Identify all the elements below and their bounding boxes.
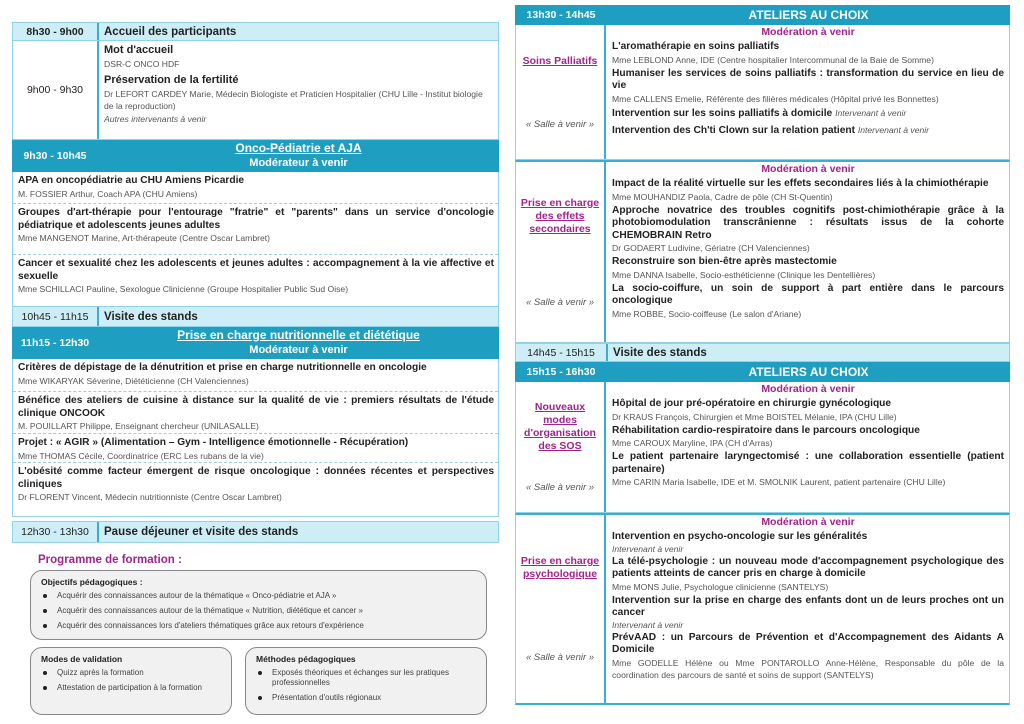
time: 10h45 - 11h15 — [13, 307, 99, 326]
stands-row — [12, 307, 499, 327]
talk-title: Groupes d'art-thérapie pour l'entourage "fratrie" et "parents" dans un service d'oncologie pédiatrique et adolescents jeunes adultes — [18, 207, 494, 231]
talk-title: Préservation de la fertilité — [104, 74, 239, 86]
session-title: Onco-Pédiatrie et AJA — [235, 141, 362, 155]
method-item: Présentation d'outils régionaux — [256, 693, 476, 703]
time: 13h30 - 14h45 — [526, 9, 596, 21]
time: 8h30 - 9h00 — [13, 23, 99, 40]
room: « Salle à venir » — [525, 482, 595, 494]
note: Intervenant à venir — [612, 619, 684, 630]
talk-title: PrévAAD : un Parcours de Prévention et d'Accompagnement des Aidants A Domicile — [612, 631, 1004, 655]
talk-title: Reconstruire son bien-être après mastectomie — [612, 256, 837, 267]
objective-item: Acquérir des connaissances lors d'ateliers thématiques grâce aux retours d'expérience — [41, 621, 476, 631]
box-title: Modes de validation — [41, 654, 123, 664]
workshop-soins-palliatifs — [515, 25, 1010, 160]
speaker: Mme THOMAS Cécile, Coordinatrice (ERC Les rubans de la vie) — [18, 450, 264, 461]
talk-title: Projet : « AGIR » (Alimentation – Gym - Intelligence émotionnelle - Récupération) — [18, 437, 409, 448]
label: Visite des stands — [613, 346, 707, 359]
talk-title: L'obésité comme facteur émergent de risque oncologique : données récentes et perspectives cliniques — [18, 466, 494, 490]
talk-title: Cancer et sexualité chez les adolescents et jeunes adultes : accompagnement à la vie affective et sexuelle — [18, 258, 494, 282]
morning-program — [12, 22, 499, 543]
block-title: ATELIERS AU CHOIX — [748, 365, 869, 379]
welcome-row — [12, 22, 499, 41]
note: Intervenant à venir — [835, 107, 907, 118]
speaker: Mme WIKARYAK Séverine, Diététicienne (CH Valenciennes) — [18, 375, 249, 386]
afternoon-program — [515, 5, 1010, 705]
lunch-row — [12, 521, 499, 543]
speaker: Mme MOUHANDIZ Paola, Cadre de pôle (CH St-Quentin) — [612, 191, 833, 202]
speaker: Mme CAROUX Maryline, IPA (CH d'Arras) — [612, 438, 773, 448]
label: Accueil des participants — [104, 25, 237, 38]
time: 9h00 - 9h30 — [13, 41, 99, 139]
speaker: M. FOSSIER Arthur, Coach APA (CHU Amiens) — [18, 188, 198, 199]
speaker: DSR-C ONCO HDF — [104, 59, 180, 69]
speaker: Mme MONS Julie, Psychologue clinicienne (SANTELYS) — [612, 581, 829, 592]
speaker: Dr FLORENT Vincent, Médecin nutritionniste (Centre Oscar Lambret) — [18, 492, 282, 502]
workshops-header-1 — [515, 5, 1010, 25]
workshops-header-2 — [515, 362, 1010, 382]
speaker: Dr KRAUS François, Chirurgien et Mme BOISTEL Mélanie, IPA (CHU Lille) — [612, 411, 897, 422]
talk — [13, 359, 498, 392]
speaker: Mme SCHILLACI Pauline, Sexologue Clinicienne (Groupe Hospitalier Public Sud Oise) — [18, 284, 349, 294]
workshop-name: Prise en charge des effets secondaires — [520, 196, 600, 235]
session-talks — [12, 359, 499, 517]
talk-title: Humaniser les services de soins palliatifs : transformation du service en lieu de vie — [612, 67, 1004, 91]
room: « Salle à venir » — [525, 118, 595, 130]
note: Intervenant à venir — [612, 543, 684, 554]
talk-title: Réhabilitation cardio-respiratoire dans le parcours oncologique — [612, 424, 920, 436]
objectives-box — [30, 570, 487, 640]
talk-title: Intervention des Ch'ti Clown sur la relation patient — [612, 125, 855, 136]
validation-item: Attestation de participation à la formation — [41, 683, 221, 693]
speaker: Mme GODELLE Hélène ou Mme PONTAROLLO Anne-Hélène, Responsable du pôle de la coordination des parcours de santé et soins de support (SANTELYS) — [612, 657, 1004, 680]
time: 11h15 - 12h30 — [20, 337, 90, 349]
workshop-name: Nouveaux modes d'organisation des SOS — [524, 400, 596, 452]
talk — [13, 392, 498, 434]
speaker: Mme ROBBE, Socio-coiffeuse (Le salon d'Ariane) — [612, 308, 802, 319]
box-title: Objectifs pédagogiques : — [41, 577, 143, 587]
talk — [13, 463, 498, 515]
speaker: Mme LEBLOND Anne, IDE (Centre hospitalier Intercommunal de la Baie de Somme) — [612, 54, 934, 65]
session-title: Prise en charge nutritionnelle et diététique — [177, 328, 420, 342]
workshop-effets-secondaires — [515, 160, 1010, 343]
time: 9h30 - 10h45 — [23, 150, 87, 162]
talk-title: Hôpital de jour pré-opératoire en chirurgie gynécologique — [612, 398, 892, 409]
speaker: Mme MANGENOT Marine, Art-thérapeute (Centre Oscar Lambret) — [18, 233, 271, 243]
talk-title: Intervention en psycho-oncologie sur les généralités — [612, 531, 868, 542]
talk — [13, 255, 498, 305]
talk-title: Intervention sur les soins palliatifs à domicile — [612, 107, 833, 119]
talk-title: L'aromathérapie en soins palliatifs — [612, 41, 780, 52]
workshop-psychologique — [515, 513, 1010, 705]
label: Pause déjeuner et visite des stands — [104, 526, 299, 538]
talk-title: Bénéfice des ateliers de cuisine à distance sur la qualité de vie : premiers résultats de l'étude clinique ONCOOK — [18, 395, 494, 419]
workshop-name: Soins Palliatifs — [522, 54, 598, 67]
talk-title: Critères de dépistage de la dénutrition et prise en charge nutritionnelle en oncologie — [18, 362, 427, 373]
speaker: Dr GODAERT Ludivine, Gériatre (CH Valenciennes) — [612, 243, 810, 253]
talk — [13, 204, 498, 255]
speaker: Mme CARIN Maria Isabelle, IDE et M. SMOLNIK Laurent, patient partenaire (CHU Lille) — [612, 477, 946, 487]
talk-title: La socio-coiffure, un soin de support à part entière dans le parcours oncologique — [612, 282, 1004, 306]
time: 12h30 - 13h30 — [13, 522, 99, 542]
room: « Salle à venir » — [525, 652, 595, 664]
talk-title: La télé-psychologie : un nouveau mode d'accompagnement psychologique des patients atteints de cancer pris en charge à domicile — [612, 555, 1004, 579]
talk — [13, 172, 498, 204]
talk-title: APA en oncopédiatrie au CHU Amiens Picardie — [18, 175, 245, 186]
talk — [13, 434, 498, 463]
note: Intervenant à venir — [857, 125, 930, 135]
talk-title: Approche novatrice des troubles cognitifs post-chimiothérapie grâce à la photobiomodulation transcrânienne : résultats issus de la cohorte CHEMOBRAIN Retro — [612, 204, 1004, 241]
note: Autres intervenants à venir — [104, 114, 207, 124]
moderation: Modération à venir — [761, 26, 855, 38]
workshop-nouveaux-modes — [515, 382, 1010, 513]
validation-box — [30, 647, 232, 715]
speaker: Dr LEFORT CARDEY Marie, Médecin Biologiste et Praticien Hospitalier (CHU Lille - Institut biologie de la reproduction) — [104, 89, 483, 111]
moderator: Modérateur à venir — [249, 157, 348, 169]
objective-item: Acquérir des connaissances autour de la thématique « Onco-pédiatrie et AJA » — [41, 591, 476, 601]
talk-title: Impact de la réalité virtuelle sur les effets secondaires liés à la chimiothérapie — [612, 178, 989, 189]
opening-row — [12, 41, 499, 140]
method-item: Exposés théoriques et échanges sur les pratiques professionnelles — [256, 668, 476, 688]
training-title: Programme de formation : — [38, 554, 182, 566]
moderation: Modération à venir — [761, 383, 855, 395]
box-title: Méthodes pédagogiques — [256, 654, 356, 664]
workshop-name: Prise en charge psychologique — [520, 554, 600, 580]
session-header-onco — [12, 140, 499, 172]
speaker: Mme DANNA Isabelle, Socio-esthéticienne (Clinique les Dentellières) — [612, 269, 876, 280]
moderator: Modérateur à venir — [249, 344, 348, 356]
moderation: Modération à venir — [761, 163, 855, 175]
session-talks — [12, 172, 499, 307]
time: 15h15 - 16h30 — [526, 366, 596, 378]
speaker: M. POUILLART Philippe, Enseignant chercheur (UNILASALLE) — [18, 421, 259, 431]
validation-item: Quizz après la formation — [41, 668, 221, 678]
talk-title: Le patient partenaire laryngectomisé : une collaboration essentielle (patient partenaire) — [612, 451, 1004, 475]
time: 14h45 - 15h15 — [516, 344, 608, 361]
room: « Salle à venir » — [525, 296, 595, 308]
session-header-nutrition — [12, 327, 499, 359]
talk-title: Mot d'accueil — [104, 44, 174, 56]
stands-row — [515, 343, 1010, 362]
speaker: Mme CALLENS Emelie, Référente des filières médicales (Hôpital privé les Bonnettes) — [612, 93, 939, 104]
moderation: Modération à venir — [761, 516, 855, 528]
block-title: ATELIERS AU CHOIX — [748, 8, 869, 22]
talk-title: Intervention sur la prise en charge des enfants dont un de leurs proches ont un cancer — [612, 594, 1004, 618]
objective-item: Acquérir des connaissances autour de la thématique « Nutrition, diététique et cancer » — [41, 606, 476, 616]
label: Visite des stands — [104, 310, 198, 323]
methods-box — [245, 647, 487, 715]
